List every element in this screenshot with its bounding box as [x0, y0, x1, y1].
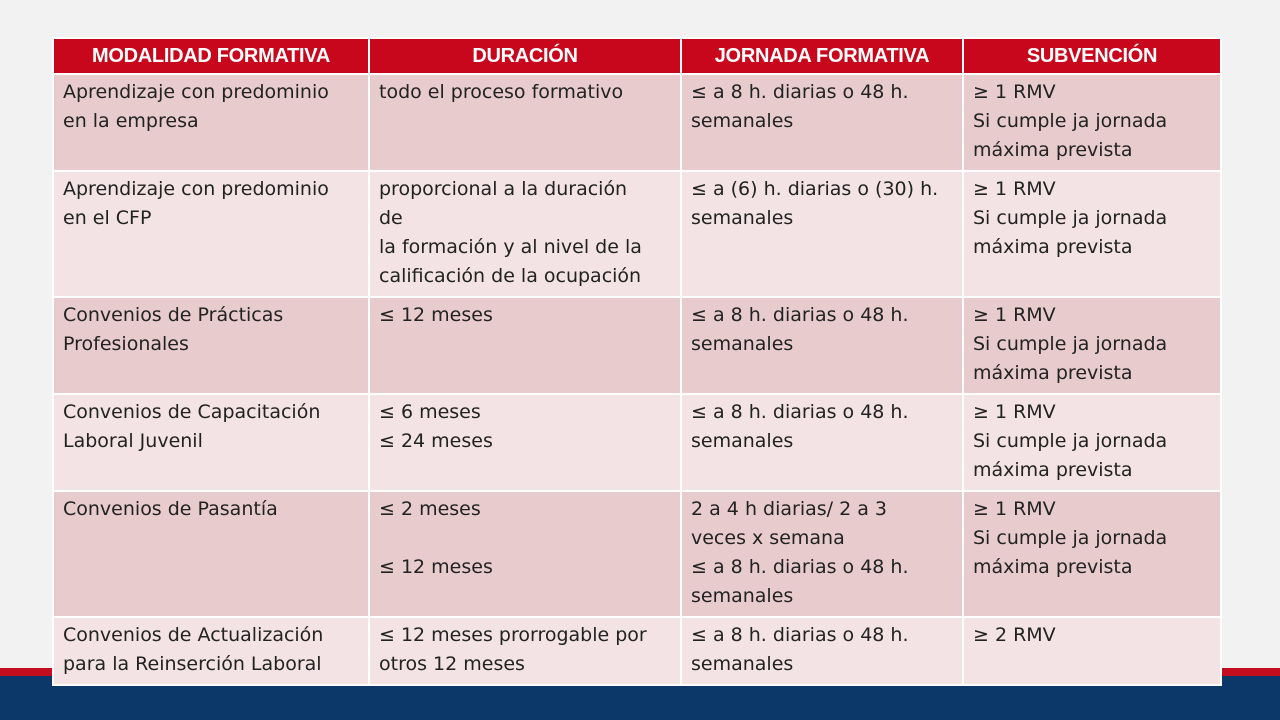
- cell-line: [379, 524, 672, 553]
- table-row: [53, 171, 1221, 297]
- cell-line: Convenios de Capacitación: [63, 401, 321, 423]
- cell-line: máxima prevista: [973, 362, 1133, 384]
- cell-line: otros 12 meses: [379, 653, 525, 675]
- cell-line: ≥ 1 RMV: [973, 498, 1056, 520]
- cell-line: para la Reinserción Laboral: [63, 653, 322, 675]
- modalidades-table: [52, 37, 1222, 686]
- cell-line: Si cumple ja jornada: [973, 207, 1168, 229]
- table-row: [53, 394, 1221, 491]
- cell-line: ≤ a 8 h. diarias o 48 h.: [691, 81, 909, 103]
- cell-jornada: [681, 394, 963, 491]
- cell-line: ≥ 1 RMV: [973, 401, 1056, 423]
- cell-line: ≤ a 8 h. diarias o 48 h.: [691, 304, 909, 326]
- cell-jornada: [681, 491, 963, 617]
- cell-line: Laboral Juvenil: [63, 430, 203, 452]
- cell-line: Convenios de Prácticas: [63, 304, 284, 326]
- cell-line: ≥ 2 RMV: [973, 624, 1056, 646]
- table-row: [53, 491, 1221, 617]
- cell-line: ≤ 12 meses: [379, 304, 493, 326]
- cell-subvencion: [963, 491, 1221, 617]
- cell-line: ≤ a 8 h. diarias o 48 h.: [691, 401, 909, 423]
- cell-line: en la empresa: [63, 110, 199, 132]
- cell-jornada: [681, 171, 963, 297]
- cell-line: ≤ a 8 h. diarias o 48 h.: [691, 556, 909, 578]
- cell-modalidad: [53, 297, 369, 394]
- cell-line: veces x semana: [691, 527, 845, 549]
- cell-subvencion: [963, 171, 1221, 297]
- modalidades-table-container: [52, 37, 1220, 687]
- cell-line: semanales: [691, 430, 794, 452]
- header-row: [53, 38, 1221, 74]
- cell-subvencion: [963, 617, 1221, 685]
- cell-jornada: [681, 297, 963, 394]
- cell-modalidad: [53, 171, 369, 297]
- cell-line: ≥ 1 RMV: [973, 81, 1056, 103]
- cell-modalidad: [53, 394, 369, 491]
- cell-line: Si cumple ja jornada: [973, 110, 1168, 132]
- header-jornada: JORNADA FORMATIVA: [681, 38, 963, 74]
- header-subvencion: SUBVENCIÓN: [963, 38, 1221, 74]
- cell-line: semanales: [691, 207, 794, 229]
- cell-jornada: [681, 74, 963, 171]
- cell-line: Aprendizaje con predominio: [63, 81, 329, 103]
- cell-duracion: [369, 171, 681, 297]
- cell-line: semanales: [691, 653, 794, 675]
- cell-line: semanales: [691, 333, 794, 355]
- cell-duracion: [369, 394, 681, 491]
- cell-line: máxima prevista: [973, 556, 1133, 578]
- cell-line: Si cumple ja jornada: [973, 430, 1168, 452]
- table-row: [53, 297, 1221, 394]
- cell-line: máxima prevista: [973, 236, 1133, 258]
- cell-line: semanales: [691, 110, 794, 132]
- cell-line: de: [379, 207, 403, 229]
- cell-line: todo el proceso formativo: [379, 81, 624, 103]
- header-duracion: DURACIÓN: [369, 38, 681, 74]
- cell-line: ≤ 24 meses: [379, 430, 493, 452]
- cell-line: en el CFP: [63, 207, 152, 229]
- cell-line: ≤ 12 meses prorrogable por: [379, 624, 647, 646]
- cell-line: ≥ 1 RMV: [973, 304, 1056, 326]
- cell-line: máxima prevista: [973, 139, 1133, 161]
- cell-line: ≤ 6 meses: [379, 401, 481, 423]
- cell-line: Si cumple ja jornada: [973, 333, 1168, 355]
- cell-duracion: [369, 297, 681, 394]
- table-row: [53, 74, 1221, 171]
- cell-subvencion: [963, 394, 1221, 491]
- table-row: [53, 617, 1221, 685]
- cell-line: Convenios de Pasantía: [63, 498, 278, 520]
- cell-duracion: [369, 617, 681, 685]
- cell-line: Profesionales: [63, 333, 189, 355]
- cell-line: proporcional a la duración: [379, 178, 628, 200]
- cell-modalidad: [53, 491, 369, 617]
- cell-line: Si cumple ja jornada: [973, 527, 1168, 549]
- cell-line: Convenios de Actualización: [63, 624, 324, 646]
- cell-modalidad: [53, 74, 369, 171]
- cell-duracion: [369, 491, 681, 617]
- cell-line: semanales: [691, 585, 794, 607]
- cell-duracion: [369, 74, 681, 171]
- cell-line: Aprendizaje con predominio: [63, 178, 329, 200]
- cell-subvencion: [963, 74, 1221, 171]
- cell-line: ≤ a 8 h. diarias o 48 h.: [691, 624, 909, 646]
- cell-line: ≤ a (6) h. diarias o (30) h.: [691, 178, 939, 200]
- cell-modalidad: [53, 617, 369, 685]
- header-modalidad: MODALIDAD FORMATIVA: [53, 38, 369, 74]
- cell-line: ≤ 2 meses: [379, 498, 481, 520]
- cell-jornada: [681, 617, 963, 685]
- cell-line: ≤ 12 meses: [379, 556, 493, 578]
- cell-subvencion: [963, 297, 1221, 394]
- cell-line: ≥ 1 RMV: [973, 178, 1056, 200]
- cell-line: máxima prevista: [973, 459, 1133, 481]
- cell-line: 2 a 4 h diarias/ 2 a 3: [691, 498, 887, 520]
- cell-line: la formación y al nivel de la: [379, 236, 642, 258]
- cell-line: calificación de la ocupación: [379, 265, 642, 287]
